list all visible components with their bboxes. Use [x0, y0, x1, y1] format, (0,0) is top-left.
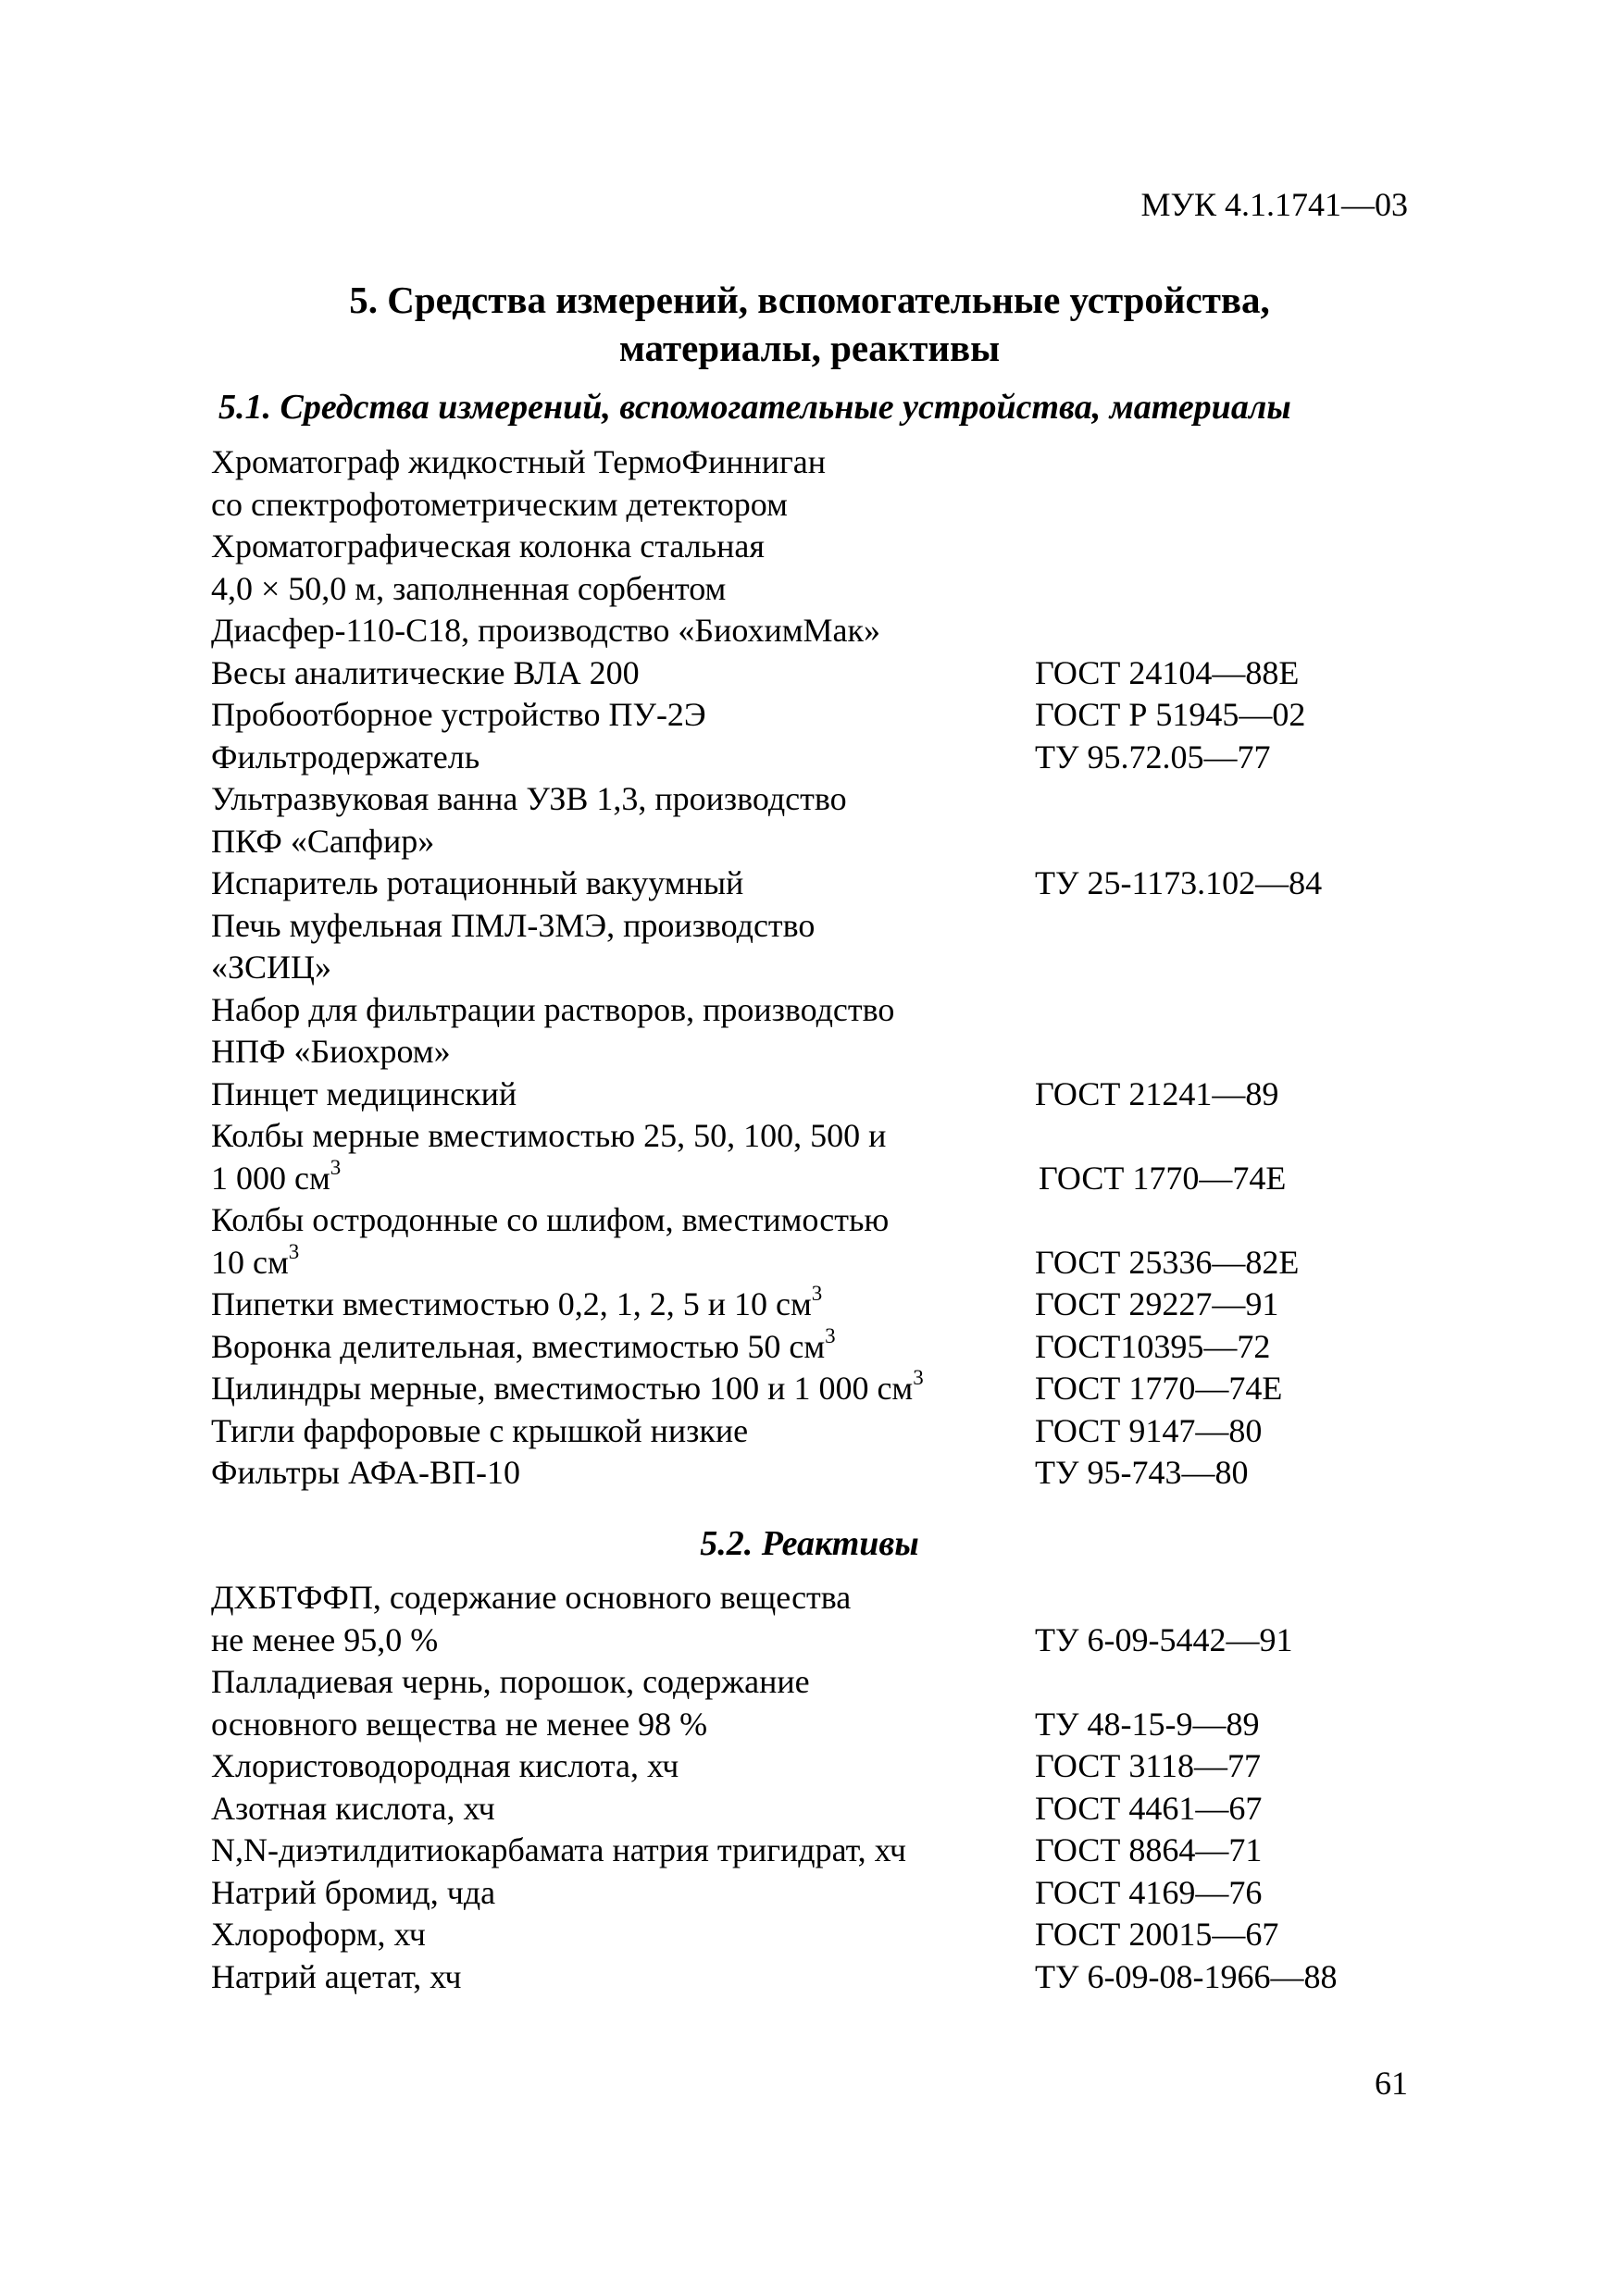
equipment-row: [211, 1323, 1433, 1369]
equipment-row: [211, 1155, 1433, 1200]
item-label-text: N,N-диэтилдитиокарбамата натрия тригидрат, хч: [211, 1831, 906, 1868]
equipment-list: [211, 441, 1433, 1495]
equipment-row: [211, 989, 1433, 1032]
equipment-row: [211, 1031, 1433, 1074]
standard-reference: ГОСТ 21241—89: [1035, 1074, 1279, 1112]
item-label-text: Тигли фарфоровые с крышкой низкие: [211, 1411, 749, 1449]
item-label: [211, 526, 1433, 568]
reagent-row: [211, 1745, 1433, 1788]
item-label: [211, 1661, 1433, 1704]
item-label-text: ДХБТФФП, содержание основного вещества: [211, 1579, 852, 1616]
equipment-row: [211, 568, 1433, 611]
unit-superscript: 3: [913, 1366, 924, 1389]
reagent-row: [211, 1661, 1433, 1704]
item-label-text: Диасфер-110-С18, производство «БиохимМак»: [211, 612, 880, 649]
item-label: [211, 905, 1433, 948]
equipment-row: [211, 778, 1433, 821]
item-label-text: Печь муфельная ПМЛ-3МЭ, производство: [211, 906, 816, 944]
item-label: [211, 989, 1433, 1032]
item-label-text: Азотная кислота, хч: [211, 1789, 495, 1827]
item-label-text: Воронка делительная, вместимостью 50 см: [211, 1327, 826, 1365]
equipment-row: [211, 821, 1433, 863]
item-label: [211, 568, 1433, 611]
equipment-row: [211, 1239, 1433, 1285]
item-label-text: Набор для фильтрации растворов, производство: [211, 990, 895, 1028]
item-label-text: Цилиндры мерные, вместимостью 100 и 1 000 см: [211, 1370, 914, 1407]
reagent-row: [211, 1956, 1433, 1999]
item-label: [211, 484, 1433, 527]
standard-reference: ГОСТ 4169—76: [1035, 1873, 1263, 1911]
item-label-text: Натрий бромид, чда: [211, 1873, 496, 1911]
equipment-row: [211, 905, 1433, 948]
standard-reference: ГОСТ 24104—88Е: [1035, 653, 1300, 691]
standard-reference: ГОСТ 9147—80: [1035, 1411, 1263, 1449]
item-label: [211, 1577, 1433, 1620]
item-label: [211, 610, 1433, 652]
item-label-text: Хроматографическая колонка стальная: [211, 527, 765, 565]
item-label-text: Пипетки вместимостью 0,2, 1, 2, 5 и 10 см: [211, 1285, 812, 1322]
item-label-text: 10 см: [211, 1243, 289, 1281]
section-title-line2: материалы, реактивы: [618, 327, 1001, 369]
equipment-row: [211, 694, 1433, 737]
item-label-text: Хроматограф жидкостный ТермоФинниган: [211, 443, 827, 480]
equipment-row: [211, 484, 1433, 527]
standard-reference: ГОСТ 8864—71: [1035, 1831, 1263, 1868]
document-code: МУК 4.1.1741—03: [1140, 186, 1408, 223]
equipment-row: [211, 1074, 1433, 1116]
standard-reference: ГОСТ Р 51945—02: [1035, 696, 1306, 733]
standard-reference: ГОСТ 4461—67: [1035, 1789, 1263, 1827]
item-label-text: 4,0 × 50,0 м, заполненная сорбентом: [211, 569, 727, 607]
reagent-row: [211, 1872, 1433, 1915]
standard-reference: ГОСТ 1770—74Е: [1039, 1159, 1287, 1197]
section-title: [0, 276, 1619, 372]
item-label: [211, 778, 1433, 821]
item-label-text: Ультразвуковая ванна УЗВ 1,3, производство: [211, 780, 847, 817]
standard-reference: ТУ 25-1173.102—84: [1035, 864, 1323, 901]
item-label-text: Пробоотборное устройство ПУ-2Э: [211, 696, 706, 733]
item-label-text: ПКФ «Сапфир»: [211, 822, 435, 860]
item-label-text: не менее 95,0 %: [211, 1620, 439, 1658]
equipment-row: [211, 1284, 1433, 1326]
item-label-text: Пинцет медицинский: [211, 1074, 517, 1112]
item-label-text: Испаритель ротационный вакуумный: [211, 864, 744, 901]
item-label: [211, 1031, 1433, 1074]
item-label: [211, 1199, 1433, 1242]
standard-reference: ГОСТ 29227—91: [1035, 1285, 1279, 1322]
item-label-text: Хлористоводородная кислота, хч: [211, 1747, 679, 1784]
reagent-row: [211, 1577, 1433, 1620]
equipment-row: [211, 610, 1433, 652]
item-label-text: основного вещества не менее 98 %: [211, 1705, 708, 1743]
item-label-text: Фильтродержатель: [211, 738, 480, 776]
reagents-list: [211, 1577, 1433, 1998]
standard-reference: ТУ 95-743—80: [1035, 1454, 1249, 1491]
standard-reference: ГОСТ 20015—67: [1035, 1916, 1279, 1953]
item-label-text: НПФ «Биохром»: [211, 1033, 451, 1070]
item-label-text: Колбы остродонные со шлифом, вместимостью: [211, 1201, 890, 1238]
standard-reference: ГОСТ 3118—77: [1035, 1747, 1262, 1784]
equipment-row: [211, 863, 1433, 905]
reagent-row: [211, 1620, 1433, 1662]
item-label-text: Весы аналитические ВЛА 200: [211, 653, 640, 691]
reagent-row: [211, 1830, 1433, 1872]
equipment-row: [211, 1452, 1433, 1495]
item-label-text: 1 000 см: [211, 1159, 330, 1197]
standard-reference: ТУ 95.72.05—77: [1035, 738, 1271, 776]
equipment-row: [211, 1368, 1433, 1410]
item-label: [211, 1115, 1433, 1158]
item-label-text: Палладиевая чернь, порошок, содержание: [211, 1663, 810, 1700]
equipment-row: [211, 526, 1433, 568]
standard-reference: ГОСТ10395—72: [1035, 1327, 1271, 1365]
item-label-text: Колбы мерные вместимостью 25, 50, 100, 500 и: [211, 1117, 887, 1154]
standard-reference: ТУ 6-09-08-1966—88: [1035, 1957, 1338, 1995]
equipment-row: [211, 441, 1433, 484]
equipment-row: [211, 652, 1433, 695]
equipment-row: [211, 737, 1433, 779]
item-label-text: «ЗСИЦ»: [211, 949, 332, 986]
item-label: [211, 821, 1433, 863]
standard-reference: ТУ 6-09-5442—91: [1035, 1620, 1293, 1658]
reagent-row: [211, 1788, 1433, 1831]
subsection-title-reagents: 5.2. Реактивы: [700, 1524, 919, 1563]
unit-superscript: 3: [330, 1155, 342, 1179]
page-number: 61: [1375, 2065, 1408, 2102]
subsection-title-equipment: 5.1. Средства измерений, вспомогательные устройства, материалы: [218, 388, 1291, 427]
equipment-row: [211, 1199, 1433, 1242]
item-label-text: Натрий ацетат, хч: [211, 1957, 462, 1995]
unit-superscript: 3: [288, 1239, 300, 1263]
standard-reference: ТУ 48-15-9—89: [1035, 1705, 1260, 1743]
standard-reference: ГОСТ 25336—82Е: [1035, 1243, 1300, 1281]
item-label: [211, 1452, 1433, 1495]
unit-superscript: 3: [825, 1323, 836, 1347]
item-label: [211, 441, 1433, 484]
equipment-row: [211, 1115, 1433, 1158]
section-title-line1: 5. Средства измерений, вспомогательные устройства,: [349, 279, 1270, 321]
item-label: [211, 947, 1433, 989]
equipment-row: [211, 947, 1433, 989]
unit-superscript: 3: [811, 1282, 823, 1305]
equipment-row: [211, 1410, 1433, 1453]
reagent-row: [211, 1704, 1433, 1746]
item-label-text: Хлороформ, хч: [211, 1916, 426, 1953]
reagent-row: [211, 1914, 1433, 1956]
item-label-text: со спектрофотометрическим детектором: [211, 485, 788, 523]
item-label-text: Фильтры АФА-ВП-10: [211, 1454, 520, 1491]
standard-reference: ГОСТ 1770—74Е: [1035, 1370, 1283, 1407]
